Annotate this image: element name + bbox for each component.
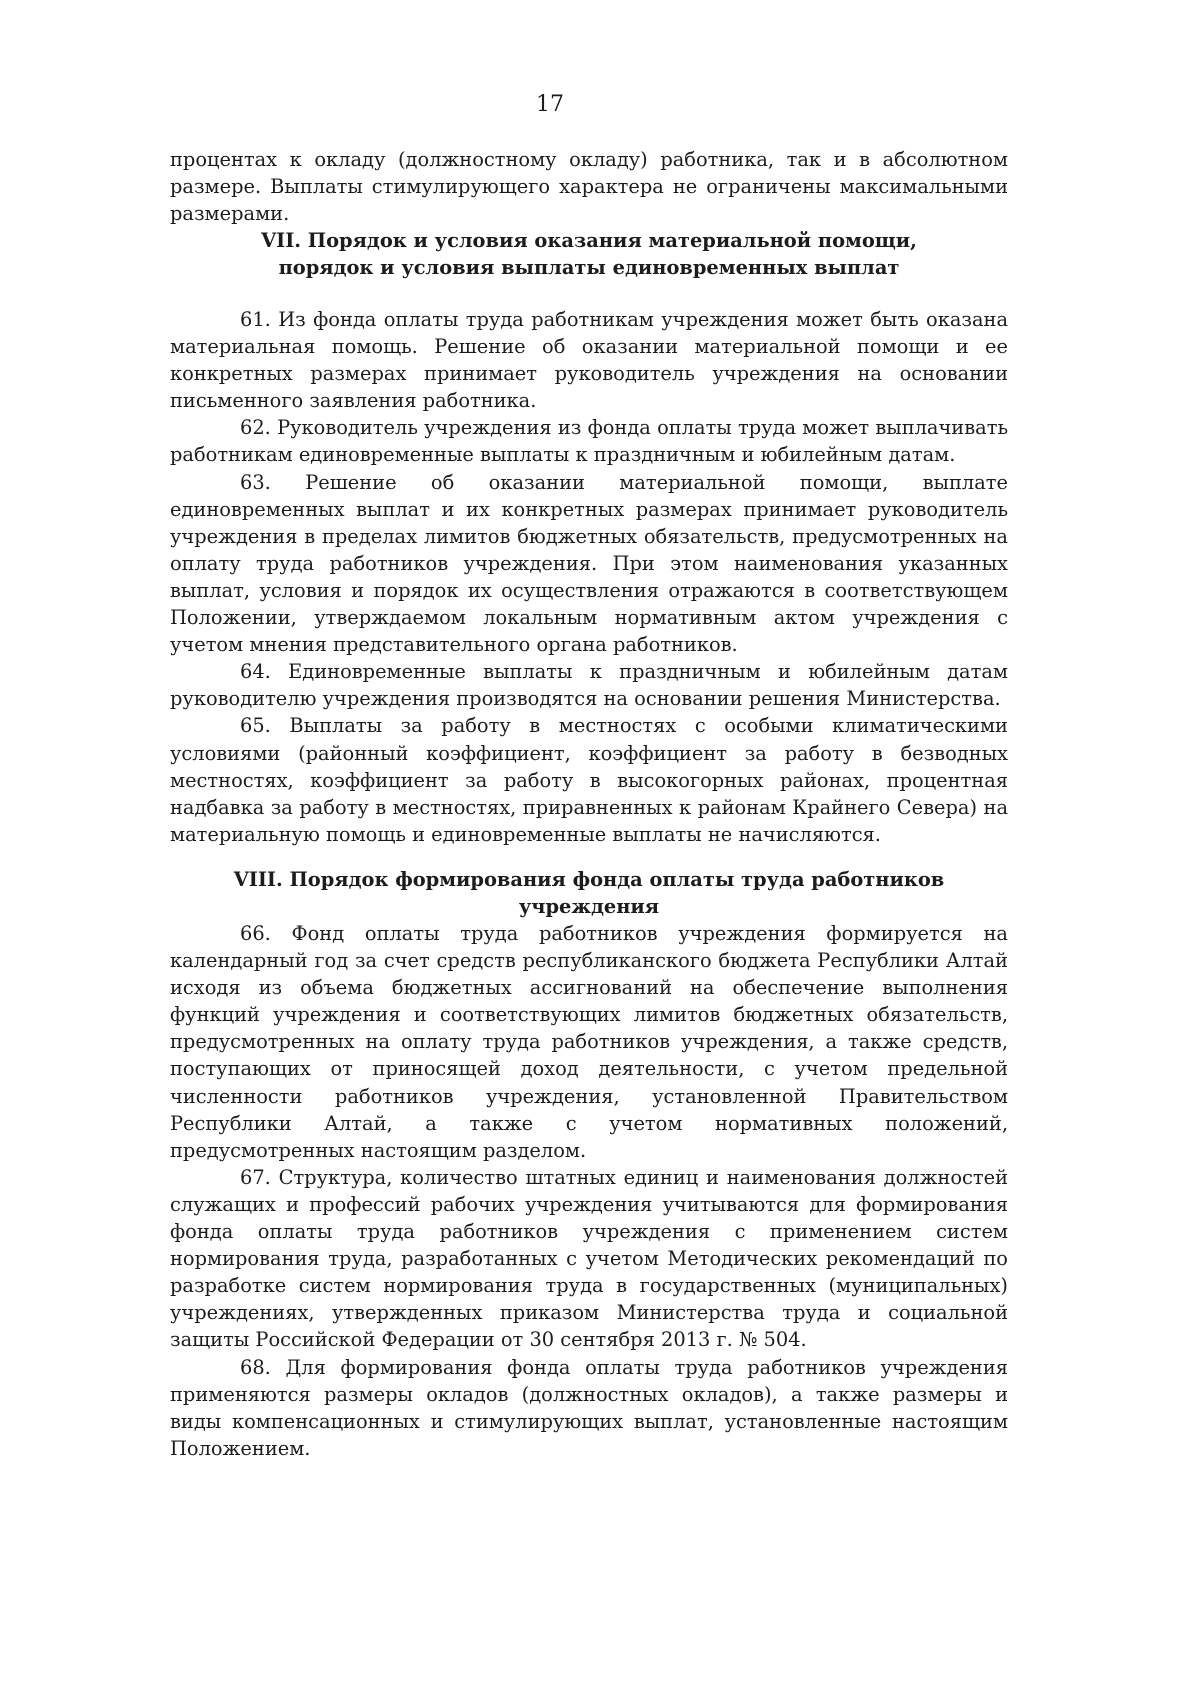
paragraph-63: 63. Решение об оказании материальной помощи, выплате единовременных выплат и их конкретных размерах принимает руководитель учреждения в пределах лимитов бюджетных обязательств, предусмотренных на оплату труда работников учреждения. При этом наименования указанных выплат, условия и порядок их осуществления отражаются в соответствующем Положении, утверждаемом локальным нормативным актом учреждения с учетом мнения представительного органа работников. [170,470,1008,657]
section-viii-heading [170,866,1008,920]
paragraph-67: 67. Структура, количество штатных единиц и наименования должностей служащих и профессий рабочих учреждения учитываются для формирования фонда оплаты труда работников учреждения с применением систем нормирования труда, разработанных с учетом Методических рекомендаций по разработке систем нормирования труда в государственных (муниципальных) учреждениях, утвержденных приказом Министерства труда и социальной защиты Российской Федерации от 30 сентября 2013 г. № 504. [170,1165,1008,1352]
section-vii-heading-line2: порядок и условия выплаты единовременных выплат [278,256,900,280]
paragraph-65: 65. Выплаты за работу в местностях с особыми климатическими условиями (районный коэффициент, коэффициент за работу в безводных местностях, коэффициент за работу в высокогорных районах, процентная надбавка за работу в местностях, приравненных к районам Крайнего Севера) на материальную помощь и единовременные выплаты не начисляются. [170,714,1008,846]
paragraph-62: 62. Руководитель учреждения из фонда оплаты труда может выплачивать работникам единовременные выплаты к праздничным и юбилейным датам. [170,416,1008,467]
paragraph-66: 66. Фонд оплаты труда работников учреждения формируется на календарный год за счет средств республиканского бюджета Республики Алтай исходя из объема бюджетных ассигнований на обеспечение выполнения функций учреждения и соответствующих лимитов бюджетных обязательств, предусмотренных на оплату труда работников учреждения, а также средств, поступающих от приносящей доход деятельности, с учетом предельной численности работников учреждения, установленной Правительством Республики Алтай, а также с учетом нормативных положений, предусмотренных настоящим разделом. [170,922,1008,1162]
paragraph-68: 68. Для формирования фонда оплаты труда работников учреждения применяются размеры окладов (должностных окладов), а также размеры и виды компенсационных и стимулирующих выплат, установленные настоящим Положением. [170,1355,1008,1460]
section-vii-body [170,306,1008,848]
section-viii-heading-line: VIII. Порядок формирования фонда оплаты труда работников учреждения [233,868,945,919]
intro-paragraph: процентах к окладу (должностному окладу) работника, так и в абсолютном размере. Выплаты стимулирующего характера не ограничены максимальными размерами. [170,148,1008,226]
section-viii-body [170,920,1008,1462]
page-number: 17 [536,92,564,117]
paragraph-61: 61. Из фонда оплаты труда работникам учреждения может быть оказана материальная помощь. Решение об оказании материальной помощи и ее конкретных размерах принимает руководитель учреждения на основании письменного заявления работника. [170,308,1008,413]
section-vii-heading-line1: VII. Порядок и условия оказания материальной помощи, [261,229,917,252]
section-vii-heading [170,227,1008,281]
intro-text [170,146,1008,227]
paragraph-64: 64. Единовременные выплаты к праздничным и юбилейным датам руководителю учреждения производятся на основании решения Министерства. [170,660,1008,711]
